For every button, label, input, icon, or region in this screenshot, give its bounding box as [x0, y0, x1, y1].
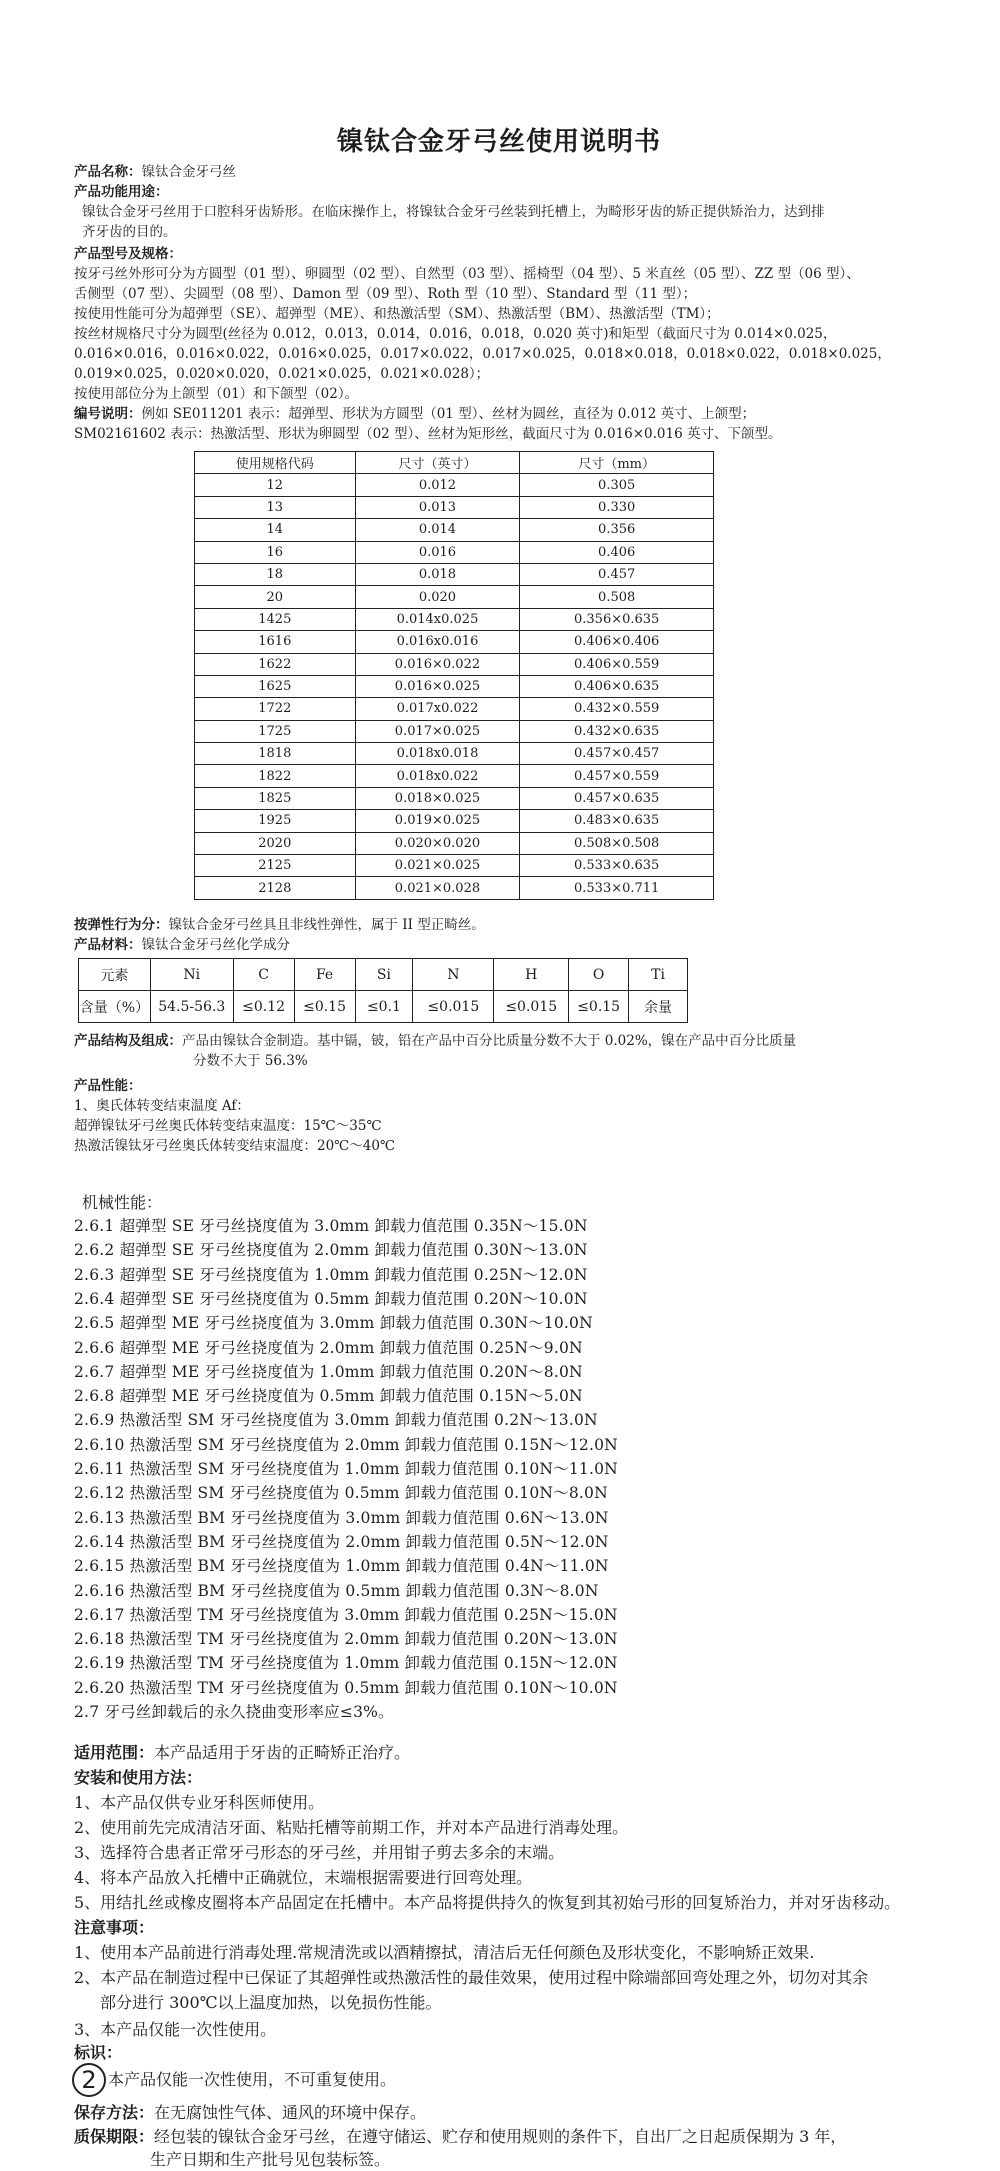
spec-table-cell: 12 — [195, 474, 356, 496]
spec-table-cell: 2125 — [195, 855, 356, 877]
element-header-cell: O — [569, 959, 629, 991]
mechanical-line: 2.6.9 热激活型 SM 牙弓丝挠度值为 3.0mm 卸载力值范围 0.2N～13.0N — [74, 1411, 598, 1430]
mechanical-line: 2.6.13 热激活型 BM 牙弓丝挠度值为 3.0mm 卸载力值范围 0.6N～13.0N — [74, 1508, 609, 1527]
storage-value: 在无腐蚀性气体、通风的环境中保存。 — [154, 2103, 427, 2122]
composition-line: 分数不大于 56.3% — [193, 1053, 308, 1069]
material-row — [74, 937, 290, 954]
spec-table-cell: 0.406×0.635 — [520, 675, 714, 697]
spec-table-row — [195, 765, 714, 787]
spec-table-cell: 0.508×0.508 — [520, 832, 714, 854]
spec-table-cell: 1822 — [195, 765, 356, 787]
spec-table-row — [195, 586, 714, 608]
mechanical-line: 2.6.6 超弹型 ME 牙弓丝挠度值为 2.0mm 卸载力值范围 0.25N～9.0N — [74, 1338, 583, 1357]
element-table-row — [79, 991, 688, 1023]
scope-label: 适用范围： — [74, 1743, 155, 1762]
code-note-line: 例如 SE011201 表示：超弹型、形状为方圆型（01 型）、丝材为圆丝，直径为 0.012 英寸、上颌型； — [141, 406, 756, 422]
spec-table-cell: 0.016×0.025 — [355, 675, 520, 697]
function-label: 产品功能用途： — [74, 184, 169, 200]
notes-line: 2、本产品在制造过程中已保证了其超弹性或热激活性的最佳效果，使用过程中除端部回弯处理之外，切勿对其余 — [74, 1968, 869, 1987]
spec-table-cell: 0.016x0.016 — [355, 631, 520, 653]
mechanical-line: 2.6.15 热激活型 BM 牙弓丝挠度值为 1.0mm 卸载力值范围 0.4N～11.0N — [74, 1557, 609, 1576]
storage-row — [74, 2103, 426, 2123]
element-header-cell: 元素 — [79, 959, 151, 991]
spec-table-cell: 0.457 — [520, 563, 714, 585]
spec-table-cell: 0.018x0.022 — [355, 765, 520, 787]
spec-table-cell: 0.305 — [520, 474, 714, 496]
notes-label: 注意事项： — [74, 1918, 155, 1937]
usage-line: 4、将本产品放入托槽中正确就位，末端根据需要进行回弯处理。 — [74, 1868, 533, 1887]
models-line: 舌侧型（07 型）、尖圆型（08 型）、Damon 型（09 型）、Roth 型（10 型）、Standard 型（11 型）； — [74, 286, 697, 302]
spec-table-cell: 1722 — [195, 698, 356, 720]
spec-table — [194, 451, 714, 900]
spec-header-cell: 尺寸（英寸） — [355, 452, 520, 474]
spec-table-row — [195, 855, 714, 877]
element-header-cell: Ni — [150, 959, 233, 991]
element-value-cell: ≤0.12 — [233, 991, 294, 1023]
models-line: 0.019×0.025，0.020×0.020，0.021×0.025，0.021×0.028）； — [74, 366, 490, 382]
mechanical-line: 2.6.10 热激活型 SM 牙弓丝挠度值为 2.0mm 卸载力值范围 0.15N～12.0N — [74, 1435, 618, 1454]
function-line: 齐牙齿的目的。 — [82, 224, 177, 240]
performance-label: 产品性能： — [74, 1078, 142, 1094]
spec-table-cell: 0.018×0.025 — [355, 787, 520, 809]
mechanical-line: 2.6.12 热激活型 SM 牙弓丝挠度值为 0.5mm 卸载力值范围 0.10N～8.0N — [74, 1484, 608, 1503]
spec-table-cell: 1818 — [195, 743, 356, 765]
spec-table-row — [195, 474, 714, 496]
spec-table-cell: 0.013 — [355, 496, 520, 518]
spec-table-cell: 18 — [195, 563, 356, 585]
usage-line: 3、选择符合患者正常牙弓形态的牙弓丝，并用钳子剪去多余的末端。 — [74, 1843, 565, 1862]
elastic-label: 按弹性行为分： — [74, 917, 169, 933]
mechanical-line: 2.6.20 热激活型 TM 牙弓丝挠度值为 0.5mm 卸载力值范围 0.10N～10.0N — [74, 1678, 618, 1697]
product-name-row — [74, 164, 236, 181]
spec-table-cell: 0.021×0.028 — [355, 877, 520, 899]
notes-line: 1、使用本产品前进行消毒处理.常规清洗或以酒精擦拭，清洁后无任何颜色及形状变化，不影响矫正效果. — [74, 1943, 815, 1962]
models-line: 按使用性能可分为超弹型（SE）、超弹型（ME）、和热激活型（SM）、热激活型（BM）、热激活型（TM）； — [74, 306, 720, 322]
spec-table-cell: 2128 — [195, 877, 356, 899]
spec-table-row — [195, 810, 714, 832]
material-label: 产品材料： — [74, 937, 142, 953]
element-header-cell: Fe — [294, 959, 355, 991]
scope-row — [74, 1743, 410, 1763]
spec-table-row — [195, 787, 714, 809]
mechanical-line: 2.6.1 超弹型 SE 牙弓丝挠度值为 3.0mm 卸载力值范围 0.35N～15.0N — [74, 1217, 588, 1235]
function-line: 镍钛合金牙弓丝用于口腔科牙齿矫形。在临床操作上，将镍钛合金牙弓丝装到托槽上，为畸形牙齿的矫正提供矫治力，达到排 — [82, 204, 825, 220]
product-name-value: 镍钛合金牙弓丝 — [141, 164, 236, 180]
spec-table-cell: 1725 — [195, 720, 356, 742]
spec-table-cell: 1925 — [195, 810, 356, 832]
element-table-header — [79, 959, 688, 991]
spec-table-header — [195, 452, 714, 474]
elastic-row — [74, 917, 485, 934]
warranty-label: 质保期限： — [74, 2127, 155, 2146]
spec-table-row — [195, 631, 714, 653]
notes-line: 3、本产品仅能一次性使用。 — [74, 2020, 277, 2039]
performance-line: 热激活镍钛牙弓丝奥氏体转变结束温度：20℃～40℃ — [74, 1138, 396, 1154]
mechanical-line: 2.6.8 超弹型 ME 牙弓丝挠度值为 0.5mm 卸载力值范围 0.15N～5.0N — [74, 1387, 583, 1406]
element-header-cell: Ti — [629, 959, 688, 991]
spec-table-row — [195, 519, 714, 541]
spec-header-cell: 尺寸（mm） — [520, 452, 714, 474]
element-value-cell: ≤0.15 — [294, 991, 355, 1023]
spec-table-cell: 0.012 — [355, 474, 520, 496]
spec-table-cell: 0.356×0.635 — [520, 608, 714, 630]
spec-table-row — [195, 653, 714, 675]
spec-table-row — [195, 563, 714, 585]
marking-label: 标识： — [74, 2043, 123, 2062]
mechanical-line: 2.6.3 超弹型 SE 牙弓丝挠度值为 1.0mm 卸载力值范围 0.25N～12.0N — [74, 1265, 588, 1284]
spec-table-cell: 0.020 — [355, 586, 520, 608]
spec-table-cell: 1425 — [195, 608, 356, 630]
code-note-row — [74, 406, 755, 423]
models-line: 按牙弓丝外形可分为方圆型（01 型）、卵圆型（02 型）、自然型（03 型）、摇椅型（04 型）、5 米直丝（05 型）、ZZ 型（06 型）、 — [74, 266, 860, 282]
scope-value: 本产品适用于牙齿的正畸矫正治疗。 — [154, 1743, 411, 1762]
spec-table-cell: 0.018x0.018 — [355, 743, 520, 765]
usage-line: 1、本产品仅供专业牙科医师使用。 — [74, 1793, 325, 1812]
models-line: 按使用部位分为上颌型（01）和下颌型（02）。 — [74, 386, 359, 402]
spec-table-cell: 0.016×0.022 — [355, 653, 520, 675]
spec-table-cell: 0.457×0.635 — [520, 787, 714, 809]
single-use-symbol-icon: 2 — [72, 2063, 106, 2097]
spec-table-row — [195, 541, 714, 563]
element-value-cell: 54.5-56.3 — [150, 991, 233, 1023]
spec-table-row — [195, 877, 714, 899]
models-line: 按丝材规格尺寸分为圆型(丝径为 0.012，0.013，0.014，0.016，0.018，0.020 英寸)和矩型（截面尺寸为 0.014×0.025， — [74, 326, 837, 342]
spec-table-cell: 1622 — [195, 653, 356, 675]
mechanical-line: 2.6.7 超弹型 ME 牙弓丝挠度值为 1.0mm 卸载力值范围 0.20N～8.0N — [74, 1362, 583, 1381]
element-value-cell: ≤0.015 — [494, 991, 569, 1023]
element-value-cell: ≤0.15 — [569, 991, 629, 1023]
mechanical-line: 2.6.19 热激活型 TM 牙弓丝挠度值为 1.0mm 卸载力值范围 0.15N～12.0N — [74, 1654, 618, 1673]
spec-table-cell: 0.330 — [520, 496, 714, 518]
spec-table-row — [195, 675, 714, 697]
performance-line: 1、奥氏体转变结束温度 Af： — [74, 1098, 250, 1114]
code-note-label: 编号说明： — [74, 406, 142, 422]
storage-label: 保存方法： — [74, 2103, 155, 2122]
spec-table-cell: 2020 — [195, 832, 356, 854]
mechanical-line: 2.6.16 热激活型 BM 牙弓丝挠度值为 0.5mm 卸载力值范围 0.3N～8.0N — [74, 1581, 599, 1600]
spec-table-row — [195, 832, 714, 854]
spec-header-cell: 使用规格代码 — [195, 452, 356, 474]
composition-label: 产品结构及组成： — [74, 1033, 182, 1049]
element-value-cell: ≤0.015 — [413, 991, 494, 1023]
composition-row — [74, 1033, 796, 1050]
mechanical-heading: 机械性能： — [82, 1193, 163, 1212]
spec-table-cell: 0.432×0.635 — [520, 720, 714, 742]
spec-table-cell: 0.014x0.025 — [355, 608, 520, 630]
mechanical-line: 2.6.14 热激活型 BM 牙弓丝挠度值为 2.0mm 卸载力值范围 0.5N～12.0N — [74, 1532, 609, 1551]
mechanical-line: 2.7 牙弓丝卸载后的永久挠曲变形率应≤3%。 — [74, 1703, 394, 1721]
material-value: 镍钛合金牙弓丝化学成分 — [141, 937, 290, 953]
spec-table-cell: 0.021×0.025 — [355, 855, 520, 877]
spec-table-cell: 14 — [195, 519, 356, 541]
element-table — [78, 958, 688, 1023]
element-header-cell: H — [494, 959, 569, 991]
mechanical-line: 2.6.4 超弹型 SE 牙弓丝挠度值为 0.5mm 卸载力值范围 0.20N～10.0N — [74, 1289, 588, 1308]
element-header-cell: N — [413, 959, 494, 991]
element-value-cell: 余量 — [629, 991, 688, 1023]
spec-table-cell: 0.406 — [520, 541, 714, 563]
elastic-value: 镍钛合金牙弓丝具且非线性弹性，属于 II 型正畸丝。 — [168, 917, 485, 933]
element-value-cell: ≤0.1 — [355, 991, 413, 1023]
spec-table-cell: 0.533×0.711 — [520, 877, 714, 899]
models-line: 0.016×0.016，0.016×0.022，0.016×0.025，0.017×0.022，0.017×0.025，0.018×0.018，0.018×0.022，0.018×0.025， — [74, 346, 891, 362]
warranty-line: 经包装的镍钛合金牙弓丝，在遵守储运、贮存和使用规则的条件下，自出厂之日起质保期为 3 年， — [154, 2127, 847, 2146]
spec-table-cell: 0.406×0.406 — [520, 631, 714, 653]
spec-table-body — [195, 474, 714, 899]
spec-table-cell: 1616 — [195, 631, 356, 653]
product-name-label: 产品名称： — [74, 164, 142, 180]
element-header-cell: C — [233, 959, 294, 991]
mechanical-line: 2.6.5 超弹型 ME 牙弓丝挠度值为 3.0mm 卸载力值范围 0.30N～10.0N — [74, 1314, 593, 1333]
models-label: 产品型号及规格： — [74, 246, 182, 262]
spec-table-cell: 0.533×0.635 — [520, 855, 714, 877]
spec-table-cell: 13 — [195, 496, 356, 518]
spec-table-row — [195, 743, 714, 765]
spec-table-cell: 0.019×0.025 — [355, 810, 520, 832]
element-header-cell: Si — [355, 959, 413, 991]
warranty-line: 生产日期和生产批号见包装标签。 — [150, 2150, 391, 2169]
spec-table-cell: 0.432×0.559 — [520, 698, 714, 720]
spec-table-cell: 0.014 — [355, 519, 520, 541]
marking-text: 本产品仅能一次性使用，不可重复使用。 — [108, 2070, 397, 2089]
spec-table-cell: 0.020×0.020 — [355, 832, 520, 854]
mechanical-line: 2.6.11 热激活型 SM 牙弓丝挠度值为 1.0mm 卸载力值范围 0.10N～11.0N — [74, 1460, 618, 1478]
mechanical-line: 2.6.17 热激活型 TM 牙弓丝挠度值为 3.0mm 卸载力值范围 0.25N～15.0N — [74, 1605, 618, 1624]
spec-table-row — [195, 720, 714, 742]
code-note-line: SM02161602 表示：热激活型、形状为卵圆型（02 型）、丝材为矩形丝，截面尺寸为 0.016×0.016 英寸、下颌型。 — [74, 426, 782, 442]
spec-table-row — [195, 496, 714, 518]
usage-line: 2、使用前先完成清洁牙面、粘贴托槽等前期工作，并对本产品进行消毒处理。 — [74, 1818, 629, 1837]
composition-line: 产品由镍钛合金制造。基中镉，铍，铅在产品中百分比质量分数不大于 0.02%，镍在产品中百分比质量 — [182, 1033, 797, 1049]
spec-table-cell: 0.356 — [520, 519, 714, 541]
spec-table-cell: 0.016 — [355, 541, 520, 563]
spec-table-cell: 20 — [195, 586, 356, 608]
warranty-row — [74, 2127, 846, 2147]
spec-table-cell: 0.017x0.022 — [355, 698, 520, 720]
spec-table-row — [195, 698, 714, 720]
usage-line: 5、用结扎丝或橡皮圈将本产品固定在托槽中。本产品将提供持久的恢复到其初始弓形的回复矫治力，并对牙齿移动。 — [74, 1893, 901, 1912]
spec-table-cell: 0.406×0.559 — [520, 653, 714, 675]
spec-table-cell: 0.508 — [520, 586, 714, 608]
spec-table-row — [195, 608, 714, 630]
notes-line: 部分进行 300℃以上温度加热，以免损伤性能。 — [100, 1993, 442, 2012]
element-value-cell: 含量（%） — [79, 991, 151, 1023]
spec-table-cell: 0.483×0.635 — [520, 810, 714, 832]
performance-line: 超弹镍钛牙弓丝奥氏体转变结束温度：15℃～35℃ — [74, 1118, 382, 1134]
mechanical-line: 2.6.18 热激活型 TM 牙弓丝挠度值为 2.0mm 卸载力值范围 0.20N～13.0N — [74, 1630, 618, 1649]
spec-table-cell: 0.018 — [355, 563, 520, 585]
spec-table-cell: 16 — [195, 541, 356, 563]
usage-label: 安装和使用方法： — [74, 1768, 203, 1787]
spec-table-cell: 0.457×0.457 — [520, 743, 714, 765]
spec-table-cell: 0.017×0.025 — [355, 720, 520, 742]
mechanical-line: 2.6.2 超弹型 SE 牙弓丝挠度值为 2.0mm 卸载力值范围 0.30N～13.0N — [74, 1241, 588, 1260]
spec-table-cell: 1825 — [195, 787, 356, 809]
spec-table-cell: 0.457×0.559 — [520, 765, 714, 787]
spec-table-cell: 1625 — [195, 675, 356, 697]
document-title: 镍钛合金牙弓丝使用说明书 — [337, 127, 662, 157]
